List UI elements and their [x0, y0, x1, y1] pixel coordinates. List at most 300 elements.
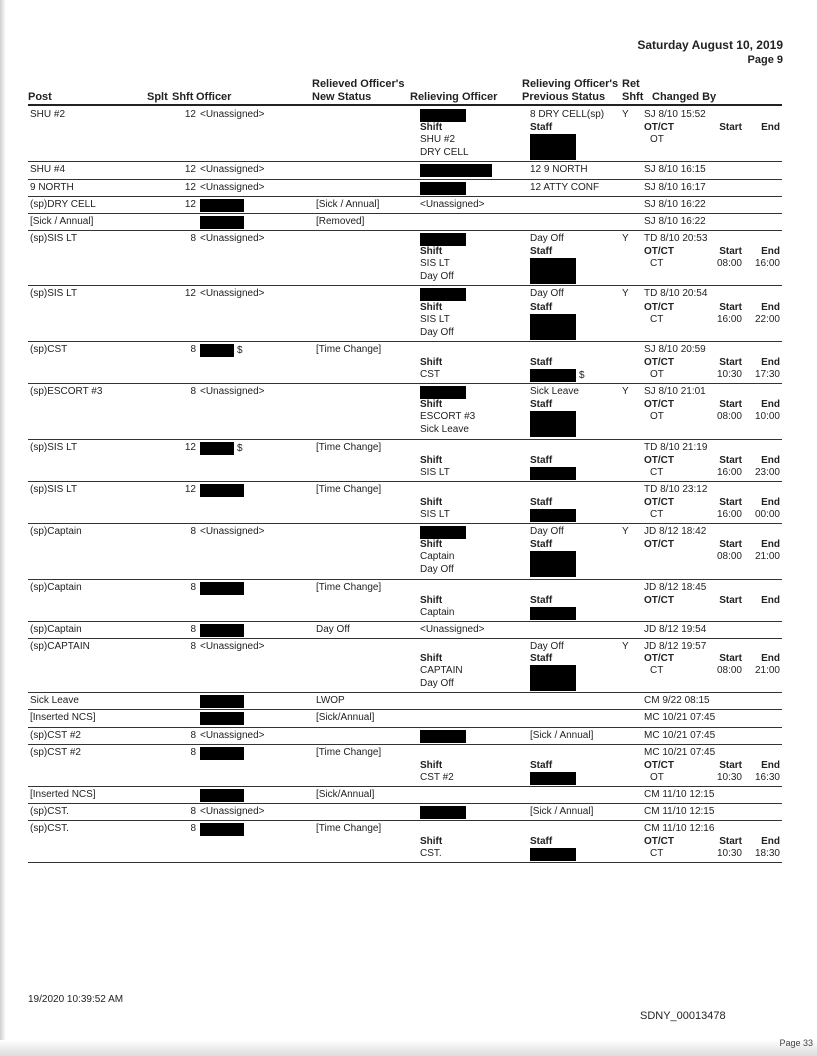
changed-by-cell: MC 10/21 07:45 [644, 746, 716, 758]
redaction-block [420, 730, 466, 743]
print-timestamp: 19/2020 10:39:52 AM [28, 994, 124, 1005]
end-time: 23:00 [754, 466, 780, 478]
ot-ct-label: OT/CT [644, 496, 674, 508]
detail-line: Day Off [420, 564, 454, 576]
new-status-cell: [Time Change] [316, 343, 382, 355]
post-cell: (sp)CST. [30, 823, 69, 835]
detail-line: Shift [420, 496, 443, 508]
ot-ct-value: CT [650, 664, 664, 676]
start-label: Start [719, 122, 742, 134]
staff-label: Staff [530, 454, 553, 466]
detail-row [28, 424, 782, 439]
header-rule [28, 104, 782, 106]
ot-ct-value: OT [650, 411, 664, 423]
roster-body [28, 107, 782, 863]
table-row [28, 196, 782, 213]
detail-row [28, 509, 782, 524]
staff-label: Staff [530, 539, 553, 551]
bates-number: SDNY_00013478 [640, 1010, 726, 1022]
detail-row [28, 760, 782, 772]
detail-line: SIS LT [420, 466, 450, 478]
detail-row [28, 653, 782, 665]
officer-cell: <Unassigned> [200, 729, 265, 741]
ot-ct-label: OT/CT [644, 246, 674, 258]
post-cell: (sp)Captain [30, 623, 82, 635]
redaction-block [200, 712, 244, 725]
end-label: End [761, 759, 780, 771]
changed-by-cell: JD 8/12 18:42 [644, 526, 707, 538]
detail-line: CAPTAIN [420, 664, 463, 676]
redaction-block [530, 271, 576, 284]
post-cell: (sp)Captain [30, 526, 82, 538]
detail-line: Shift [420, 836, 443, 848]
table-row [28, 579, 782, 595]
shift-cell: 8 [190, 823, 196, 835]
start-time: 10:30 [716, 368, 742, 380]
start-time: 16:00 [716, 508, 742, 520]
changed-by-cell: TD 8/10 21:19 [644, 441, 708, 453]
post-cell: (sp)CST #2 [30, 746, 81, 758]
redaction-block [530, 848, 576, 861]
prev-status-cell: Day Off [530, 232, 564, 244]
shift-cell: 8 [190, 640, 196, 652]
end-time: 21:00 [754, 551, 780, 563]
post-cell: Sick Leave [30, 695, 79, 707]
shift-cell: 12 [184, 483, 196, 495]
changed-by-cell: SJ 8/10 16:22 [644, 198, 706, 210]
ret-cell: Y [622, 109, 629, 120]
report-page: Page 9 [747, 54, 783, 66]
redaction-block [200, 344, 234, 357]
staff-label: Staff [530, 836, 553, 848]
detail-line: Shift [420, 539, 443, 551]
dollar-mark: $ [237, 344, 243, 356]
post-cell: (sp)SIS LT [30, 441, 78, 453]
detail-line: Shift [420, 122, 443, 134]
new-status-cell: [Time Change] [316, 746, 382, 758]
end-time: 10:00 [754, 411, 780, 423]
detail-row [28, 134, 782, 147]
table-row [28, 481, 782, 497]
table-row [28, 162, 782, 179]
shift-cell: 8 [190, 623, 196, 635]
redaction-block [200, 624, 244, 637]
redaction-block [420, 164, 492, 177]
end-label: End [761, 301, 780, 313]
prev-status-cell: Day Off [530, 640, 564, 652]
redaction-block [200, 484, 244, 497]
redaction-block [530, 411, 576, 424]
new-status-cell: [Time Change] [316, 483, 382, 495]
start-label: Start [719, 836, 742, 848]
ot-ct-value: CT [650, 848, 664, 860]
new-status-cell: [Sick/Annual] [316, 788, 375, 800]
redaction-block [530, 314, 576, 327]
changed-by-cell: SJ 8/10 16:17 [644, 181, 706, 193]
table-row [28, 638, 782, 653]
detail-row [28, 497, 782, 509]
detail-line: Shift [420, 652, 443, 664]
end-label: End [761, 539, 780, 551]
detail-line: Day Off [420, 271, 454, 283]
changed-by-cell: MC 10/21 07:45 [644, 712, 716, 724]
start-label: Start [719, 539, 742, 551]
col-ret-line2: Shft [622, 91, 644, 103]
staff-label: Staff [530, 652, 553, 664]
start-time: 16:00 [716, 313, 742, 325]
detail-line: DRY CELL [420, 147, 469, 159]
redaction-block [200, 582, 244, 595]
detail-row [28, 246, 782, 258]
end-label: End [761, 246, 780, 258]
detail-row [28, 678, 782, 693]
ot-ct-label: OT/CT [644, 836, 674, 848]
start-label: Start [719, 246, 742, 258]
ot-ct-label: OT/CT [644, 122, 674, 134]
shift-cell: 12 [184, 164, 196, 176]
end-time: 22:00 [754, 313, 780, 325]
col-ret-shft [622, 78, 643, 104]
detail-line: SIS LT [420, 258, 450, 270]
start-label: Start [719, 759, 742, 771]
redaction-block [200, 216, 244, 229]
table-row [28, 621, 782, 638]
end-label: End [761, 496, 780, 508]
redaction-block [530, 509, 576, 522]
officer-cell: <Unassigned> [200, 288, 265, 300]
officer-cell: <Unassigned> [200, 109, 265, 120]
detail-row [28, 369, 782, 384]
redaction-block [200, 823, 244, 836]
shift-cell: 8 [190, 729, 196, 741]
redaction-block [530, 258, 576, 271]
new-status-cell: [Removed] [316, 215, 365, 227]
new-status-cell: [Time Change] [316, 581, 382, 593]
detail-line: Shift [420, 246, 443, 258]
table-row [28, 744, 782, 760]
detail-row [28, 455, 782, 467]
start-time: 08:00 [716, 551, 742, 563]
changed-by-cell: CM 11/10 12:16 [644, 823, 715, 835]
detail-line: Day Off [420, 678, 454, 690]
detail-row [28, 665, 782, 678]
detail-row [28, 411, 782, 424]
table-row [28, 179, 782, 196]
col-ret-line1: Ret [622, 78, 640, 90]
redaction-block [420, 806, 466, 819]
start-time: 08:00 [716, 411, 742, 423]
ot-ct-value: CT [650, 508, 664, 520]
changed-by-cell: CM 9/22 08:15 [644, 695, 710, 707]
end-label: End [761, 356, 780, 368]
officer-cell: <Unassigned> [200, 181, 265, 193]
scan-shadow-bottom [0, 1040, 817, 1056]
detail-row [28, 399, 782, 411]
start-label: Start [719, 301, 742, 313]
post-cell: 9 NORTH [30, 181, 74, 193]
redaction-block [530, 678, 576, 691]
end-label: End [761, 399, 780, 411]
changed-by-cell: JD 8/12 19:57 [644, 640, 707, 652]
detail-line: SIS LT [420, 313, 450, 325]
table-row [28, 341, 782, 357]
table-row [28, 286, 782, 302]
redaction-block [530, 564, 576, 577]
relieving-cell: <Unassigned> [420, 198, 485, 210]
ot-ct-value: OT [650, 771, 664, 783]
post-cell: (sp)ESCORT #3 [30, 386, 103, 398]
ot-ct-label: OT/CT [644, 399, 674, 411]
new-status-cell: [Time Change] [316, 823, 382, 835]
detail-row [28, 327, 782, 342]
ret-cell: Y [622, 640, 629, 652]
changed-by-cell: SJ 8/10 15:52 [644, 109, 706, 120]
staff-label: Staff [530, 496, 553, 508]
staff-label: Staff [530, 356, 553, 368]
ret-cell: Y [622, 232, 629, 244]
shift-cell: 12 [184, 181, 196, 193]
ot-ct-label: OT/CT [644, 454, 674, 466]
roster-table [28, 107, 782, 863]
changed-by-cell: TD 8/10 20:53 [644, 232, 708, 244]
post-cell: (sp)SIS LT [30, 232, 78, 244]
detail-row [28, 147, 782, 162]
col-splt: Splt [147, 91, 168, 103]
end-time: 00:00 [754, 508, 780, 520]
post-cell: SHU #4 [30, 164, 66, 176]
redaction-block [420, 182, 466, 195]
redaction-block [420, 233, 466, 246]
detail-line: CST #2 [420, 771, 454, 783]
detail-row [28, 848, 782, 863]
scan-shadow-left [0, 0, 6, 1056]
end-time: 16:00 [754, 258, 780, 270]
ret-cell: Y [622, 386, 629, 398]
new-status-cell: [Time Change] [316, 441, 382, 453]
redaction-block [200, 442, 234, 455]
detail-row [28, 122, 782, 134]
detail-line: Captain [420, 551, 455, 563]
end-label: End [761, 454, 780, 466]
end-time: 21:00 [754, 664, 780, 676]
shift-cell: 8 [190, 343, 196, 355]
post-cell: [Inserted NCS] [30, 712, 96, 724]
detail-row [28, 302, 782, 314]
detail-row [28, 607, 782, 622]
detail-row [28, 539, 782, 551]
table-row [28, 107, 782, 122]
ot-ct-value: CT [650, 313, 664, 325]
shift-cell: 12 [184, 109, 196, 120]
redaction-block [530, 134, 576, 147]
redaction-block [530, 665, 576, 678]
post-cell: (sp)CST. [30, 806, 69, 818]
post-cell: (sp)SIS LT [30, 288, 78, 300]
end-time: 17:30 [754, 368, 780, 380]
col-shft: Shft [172, 91, 194, 103]
end-label: End [761, 122, 780, 134]
post-cell: [Inserted NCS] [30, 788, 96, 800]
end-time: 18:30 [754, 848, 780, 860]
detail-row [28, 564, 782, 579]
changed-by-cell: SJ 8/10 21:01 [644, 386, 706, 398]
prev-status-cell: Day Off [530, 526, 564, 538]
shift-cell: 8 [190, 232, 196, 244]
detail-row [28, 551, 782, 564]
changed-by-cell: SJ 8/10 16:15 [644, 164, 706, 176]
detail-line: SHU #2 [420, 134, 456, 146]
col-new-status [312, 78, 405, 104]
col-post: Post [28, 91, 52, 103]
detail-line: CST. [420, 848, 442, 860]
post-cell: [Sick / Annual] [30, 215, 94, 227]
shift-cell: 8 [190, 526, 196, 538]
officer-cell: <Unassigned> [200, 232, 265, 244]
start-time: 10:30 [716, 771, 742, 783]
new-status-cell: [Sick / Annual] [316, 198, 380, 210]
changed-by-cell: JD 8/12 18:45 [644, 581, 707, 593]
redaction-block [420, 526, 466, 539]
detail-line: SIS LT [420, 508, 450, 520]
detail-line: Shift [420, 356, 443, 368]
changed-by-cell: CM 11/10 12:15 [644, 788, 715, 800]
start-label: Start [719, 454, 742, 466]
end-label: End [761, 836, 780, 848]
redaction-block [530, 424, 576, 437]
changed-by-cell: TD 8/10 23:12 [644, 483, 708, 495]
detail-row [28, 772, 782, 787]
redaction-block [200, 789, 244, 802]
col-officer: Officer [196, 91, 232, 103]
ot-ct-label: OT/CT [644, 759, 674, 771]
ot-ct-value: CT [650, 466, 664, 478]
table-row [28, 727, 782, 744]
officer-cell: <Unassigned> [200, 386, 265, 398]
end-label: End [761, 652, 780, 664]
shift-cell: 8 [190, 806, 196, 818]
post-cell: (sp)CST [30, 343, 68, 355]
post-cell: (sp)SIS LT [30, 483, 78, 495]
redaction-block [200, 695, 244, 708]
redaction-block [420, 386, 466, 399]
staff-label: Staff [530, 759, 553, 771]
ot-ct-label: OT/CT [644, 301, 674, 313]
redaction-block [530, 467, 576, 480]
table-row [28, 230, 782, 246]
col-new-status-line1: Relieved Officer's [312, 78, 405, 90]
redaction-block [530, 772, 576, 785]
detail-row [28, 271, 782, 286]
table-row [28, 710, 782, 727]
start-label: Start [719, 496, 742, 508]
ot-ct-label: OT/CT [644, 652, 674, 664]
prev-status-cell: Sick Leave [530, 386, 579, 398]
detail-line: Shift [420, 454, 443, 466]
ot-ct-value: OT [650, 134, 664, 146]
start-label: Start [719, 399, 742, 411]
table-row [28, 786, 782, 803]
ot-ct-value: OT [650, 368, 664, 380]
new-status-cell: LWOP [316, 695, 345, 707]
table-row [28, 384, 782, 400]
start-time: 16:00 [716, 466, 742, 478]
officer-cell: <Unassigned> [200, 164, 265, 176]
dollar-mark: $ [579, 370, 585, 382]
detail-line: ESCORT #3 [420, 411, 476, 423]
col-relieving-officer: Relieving Officer [410, 91, 498, 103]
officer-cell: <Unassigned> [200, 526, 265, 538]
detail-line: Captain [420, 606, 455, 618]
shift-cell: 12 [184, 198, 196, 210]
detail-line: Day Off [420, 326, 454, 338]
changed-by-cell: SJ 8/10 16:22 [644, 215, 706, 227]
detail-line: Shift [420, 594, 443, 606]
dollar-mark: $ [237, 442, 243, 454]
scan-page-number: Page 33 [779, 1038, 813, 1048]
start-label: Start [719, 594, 742, 606]
staff-label: Staff [530, 246, 553, 258]
ret-cell: Y [622, 526, 629, 538]
new-status-cell: [Sick/Annual] [316, 712, 375, 724]
detail-line: CST [420, 368, 440, 380]
redaction-block [200, 747, 244, 760]
detail-row [28, 314, 782, 327]
prev-status-cell: 12 9 NORTH [530, 164, 588, 176]
shift-cell: 12 [184, 441, 196, 453]
redaction-block [530, 327, 576, 340]
officer-cell: <Unassigned> [200, 640, 265, 652]
redaction-block [420, 109, 466, 122]
detail-row [28, 467, 782, 482]
ot-ct-label: OT/CT [644, 539, 674, 551]
post-cell: (sp)DRY CELL [30, 198, 96, 210]
col-new-status-line2: New Status [312, 91, 372, 103]
end-label: End [761, 594, 780, 606]
post-cell: (sp)CST #2 [30, 729, 81, 741]
relieving-cell: <Unassigned> [420, 623, 485, 635]
start-time: 10:30 [716, 848, 742, 860]
redaction-block [420, 288, 466, 301]
prev-status-cell: 12 ATTY CONF [530, 181, 600, 193]
redaction-block [200, 199, 244, 212]
table-row [28, 213, 782, 230]
start-time: 08:00 [716, 664, 742, 676]
redaction-block [530, 551, 576, 564]
detail-line: Sick Leave [420, 424, 469, 436]
staff-label: Staff [530, 594, 553, 606]
table-row [28, 693, 782, 710]
redaction-block [530, 147, 576, 160]
prev-status-cell: Day Off [530, 288, 564, 300]
changed-by-cell: TD 8/10 20:54 [644, 288, 708, 300]
ot-ct-label: OT/CT [644, 356, 674, 368]
new-status-cell: Day Off [316, 623, 350, 635]
detail-line: Shift [420, 399, 443, 411]
table-row [28, 524, 782, 540]
staff-label: Staff [530, 399, 553, 411]
ot-ct-value: CT [650, 258, 664, 270]
col-prev-status [522, 78, 618, 104]
col-prev-status-line2: Previous Status [522, 91, 606, 103]
start-time: 08:00 [716, 258, 742, 270]
shift-cell: 8 [190, 386, 196, 398]
col-changed-by: Changed By [652, 91, 717, 103]
redaction-block [530, 607, 576, 620]
staff-label: Staff [530, 122, 553, 134]
shift-cell: 12 [184, 288, 196, 300]
start-label: Start [719, 652, 742, 664]
changed-by-cell: SJ 8/10 20:59 [644, 343, 706, 355]
